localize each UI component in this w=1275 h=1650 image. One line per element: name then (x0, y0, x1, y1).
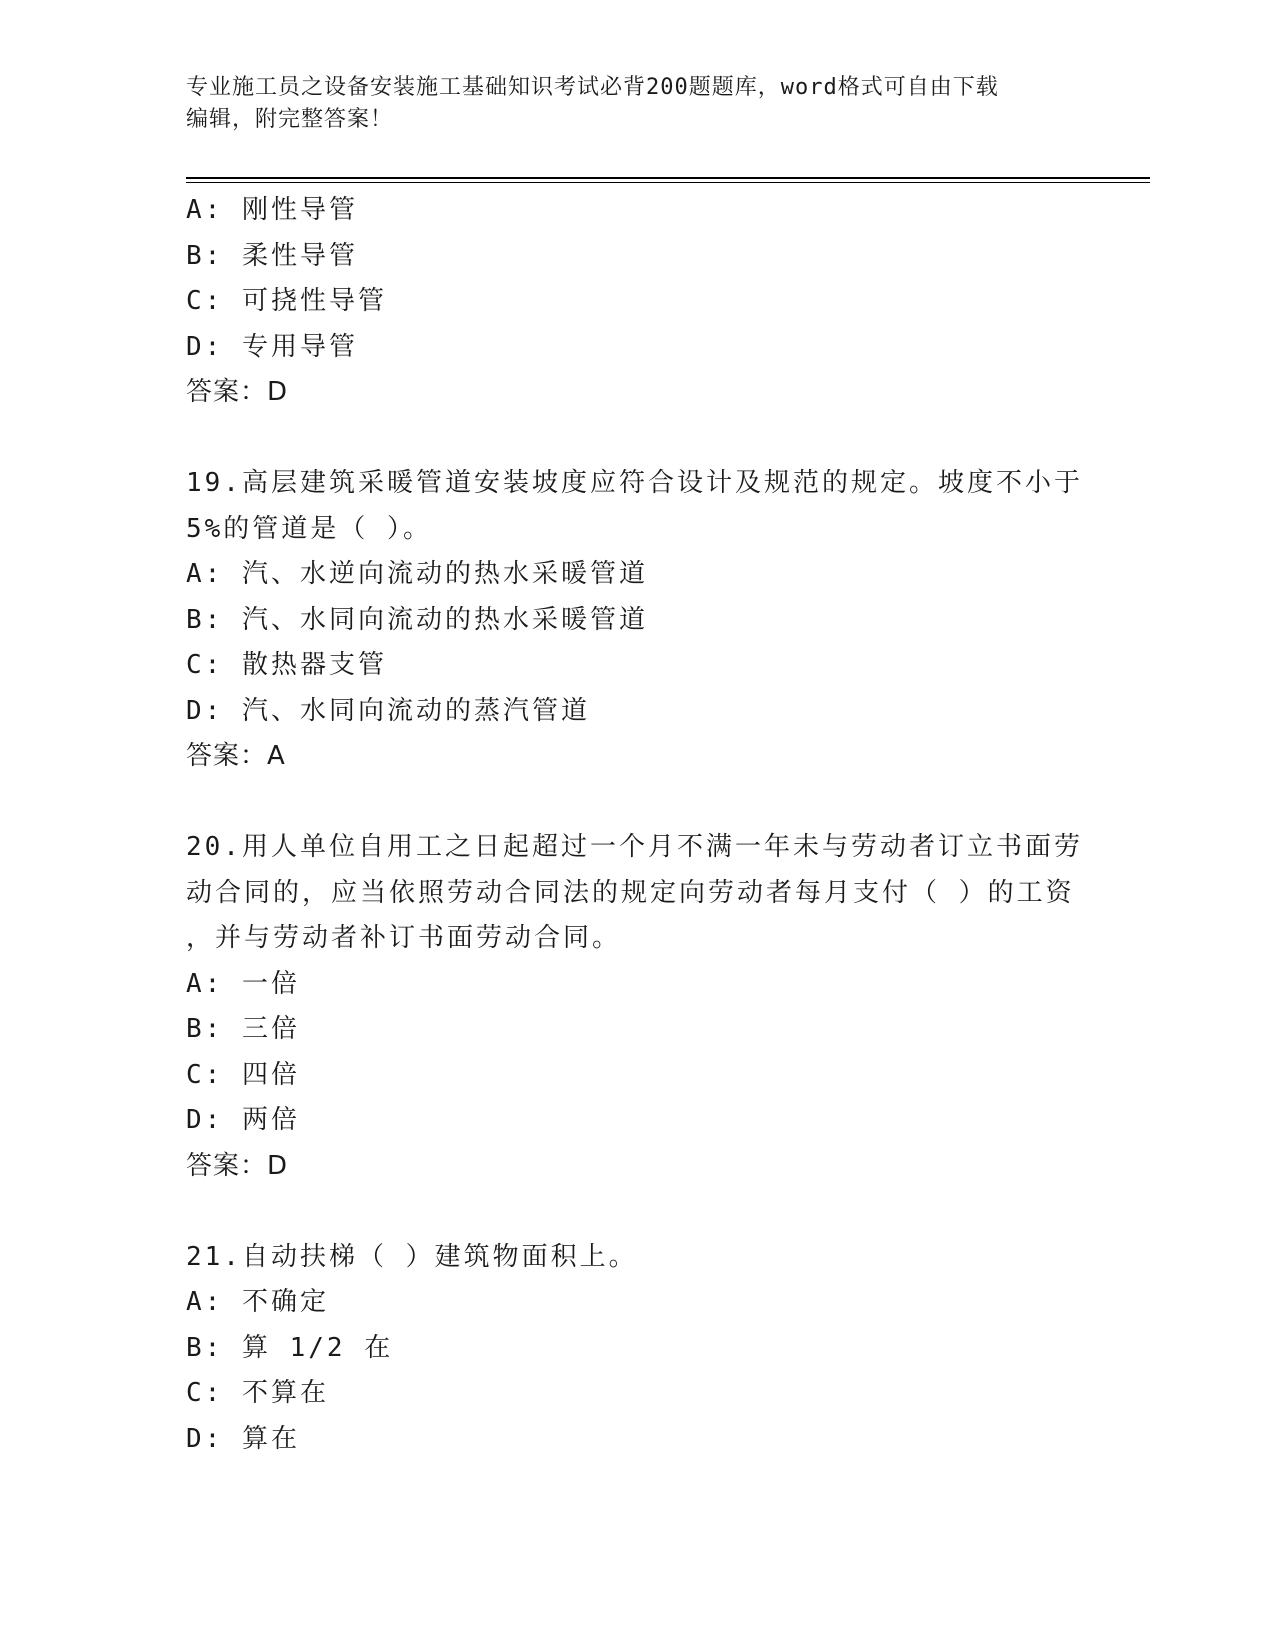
option-a: A: 汽、水逆向流动的热水采暖管道 (186, 559, 648, 589)
question-20 (186, 825, 1086, 1189)
question-stem-line: 19.高层建筑采暖管道安装坡度应符合设计及规范的规定。坡度不小于 (186, 468, 1083, 498)
option-c: C: 散热器支管 (186, 650, 387, 680)
option-c: C: 四倍 (186, 1059, 300, 1090)
header-line-1: 专业施工员之设备安装施工基础知识考试必背200题题库，word格式可自由下载 (186, 75, 999, 100)
question-21 (186, 1235, 1086, 1463)
header-line-2: 编辑，附完整答案！ (186, 107, 394, 132)
question-stem-line: 21.自动扶梯（ ）建筑物面积上。 (186, 1241, 638, 1272)
spacer (186, 780, 1086, 826)
option-c: C: 不算在 (186, 1378, 329, 1408)
header-rule-thin (186, 182, 1150, 183)
question-content (186, 188, 1086, 1462)
question-stem-line: ，并与劳动者补订书面劳动合同。 (186, 923, 622, 953)
question-18-tail (186, 188, 1086, 416)
option-b: B: 柔性导管 (186, 240, 358, 271)
question-19 (186, 461, 1086, 780)
option-a: A: 不确定 (186, 1287, 329, 1317)
option-d: D: 专用导管 (186, 331, 358, 362)
option-b: B: 三倍 (186, 1014, 300, 1044)
option-a: A: 一倍 (186, 968, 300, 999)
option-d: D: 算在 (186, 1423, 300, 1454)
spacer (186, 416, 1086, 462)
document-header (186, 72, 1066, 136)
question-stem-line: 20.用人单位自用工之日起超过一个月不满一年未与劳动者订立书面劳 (186, 832, 1083, 862)
question-stem-line: 5%的管道是（ ）。 (186, 513, 432, 544)
question-stem-line: 动合同的，应当依照劳动合同法的规定向劳动者每月支付（ ）的工资 (186, 877, 1075, 908)
header-rule-thick (186, 177, 1150, 179)
answer: 答案：D (186, 377, 289, 407)
spacer (186, 1189, 1086, 1235)
option-b: B: 算 1/2 在 (186, 1332, 394, 1363)
option-b: B: 汽、水同向流动的热水采暖管道 (186, 604, 648, 635)
answer: 答案：D (186, 1150, 289, 1181)
option-c: C: 可挠性导管 (186, 286, 387, 316)
option-d: D: 汽、水同向流动的蒸汽管道 (186, 695, 590, 726)
option-d: D: 两倍 (186, 1105, 300, 1135)
answer: 答案：A (186, 741, 286, 771)
option-a: A: 刚性导管 (186, 195, 358, 225)
